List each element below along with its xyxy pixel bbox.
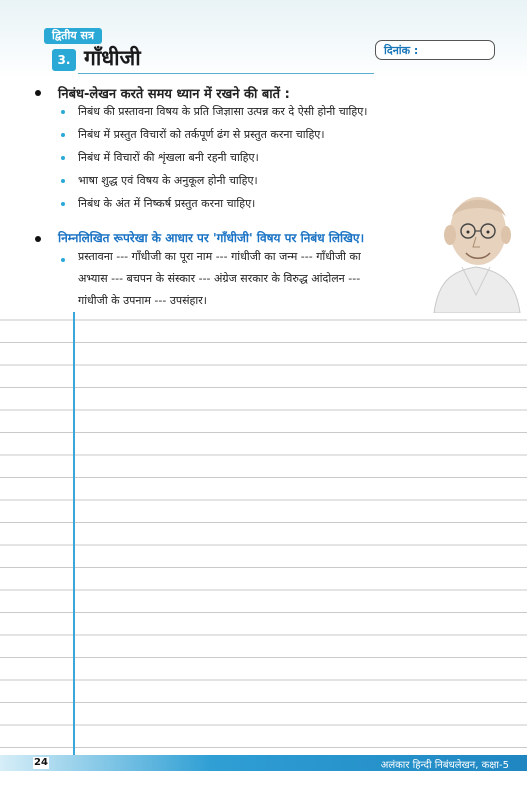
guideline-point: भाषा शुद्ध एवं विषय के अनुकूल होनी चाहिए। <box>78 174 258 187</box>
page-footer <box>0 755 527 771</box>
bullet-icon <box>35 90 41 96</box>
lesson-title: गाँधीजी <box>84 46 141 70</box>
bullet-icon <box>61 156 65 160</box>
bullet-icon <box>35 236 41 242</box>
outline-line: गांधीजी के उपनाम --- उपसंहार। <box>78 294 207 307</box>
lesson-number: 3. <box>52 49 76 71</box>
bullet-icon <box>61 202 65 206</box>
gandhi-portrait-image <box>428 187 524 313</box>
page-number: 24 <box>34 757 48 768</box>
guidelines-heading: निबंध-लेखन करते समय ध्यान में रखने की बातें : <box>58 87 290 102</box>
guideline-point: निबंध की प्रस्तावना विषय के प्रति जिज्ञासा उत्पन्न कर दे ऐसी होनी चाहिए। <box>78 105 368 118</box>
page-header <box>0 0 527 78</box>
term-badge: द्वितीय सत्र <box>44 28 102 44</box>
outline-line: अभ्यास --- बचपन के संस्कार --- अंग्रेज सरकार के विरुद्ध आंदोलन --- <box>78 272 361 285</box>
writing-lines-area[interactable] <box>0 312 527 755</box>
book-title: अलंकार हिन्दी निबंधलेखन, कक्षा-5 <box>380 760 509 771</box>
outline-line: प्रस्तावना --- गाँधीजी का पूरा नाम --- गांधीजी का जन्म --- गाँधीजी का <box>78 250 361 263</box>
title-underline <box>78 73 374 74</box>
guideline-point: निबंध के अंत में निष्कर्ष प्रस्तुत करना चाहिए। <box>78 197 256 210</box>
bullet-icon <box>61 110 65 114</box>
guideline-point: निबंध में प्रस्तुत विचारों को तर्कपूर्ण ढंग से प्रस्तुत करना चाहिए। <box>78 128 325 141</box>
bullet-icon <box>61 133 65 137</box>
date-label: दिनांक : <box>384 44 419 57</box>
bullet-icon <box>61 258 65 262</box>
task-heading: निम्नलिखित रूपरेखा के आधार पर 'गाँधीजी' विषय पर निबंध लिखिए। <box>58 231 365 245</box>
bullet-icon <box>61 179 65 183</box>
guideline-point: निबंध में विचारों की शृंखला बनी रहनी चाहिए। <box>78 151 259 164</box>
date-field[interactable] <box>375 40 495 60</box>
